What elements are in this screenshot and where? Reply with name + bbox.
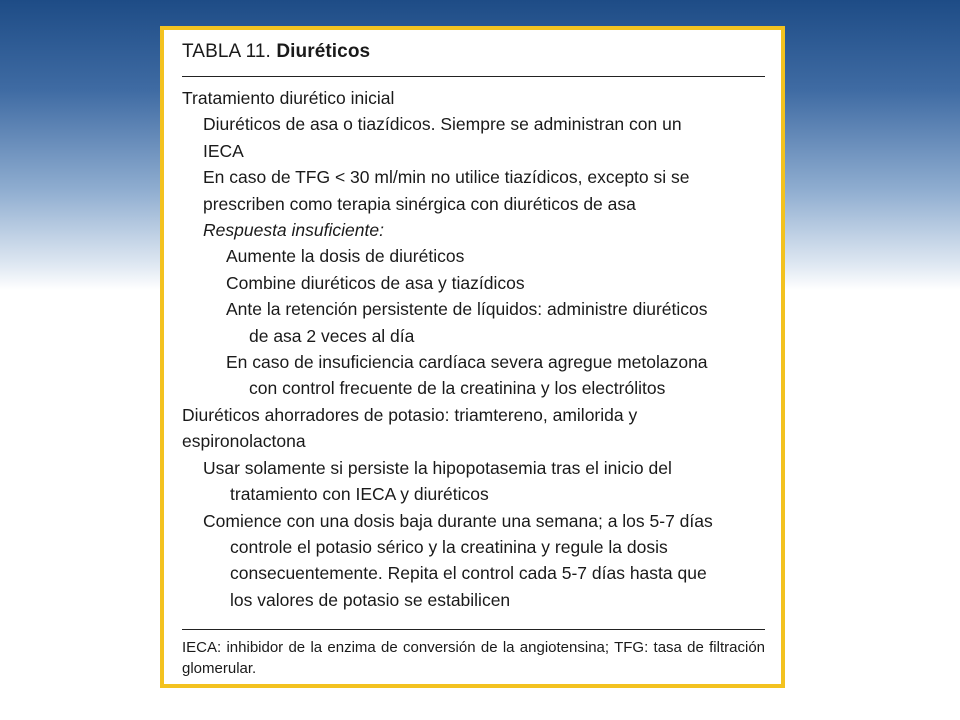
- list-item: Aumente la dosis de diuréticos: [226, 246, 465, 267]
- list-item-continuation: de asa 2 veces al día: [249, 325, 415, 346]
- list-item: Usar solamente si persiste la hipopotasemia tras el inicio del: [203, 457, 672, 478]
- top-rule: [182, 76, 765, 77]
- section-heading-initial: Tratamiento diurético inicial: [182, 88, 395, 108]
- table-heading: Diuréticos: [276, 41, 371, 62]
- list-item: Diuréticos de asa o tiazídicos. Siempre se administran con un: [203, 114, 682, 135]
- list-item: En caso de TFG < 30 ml/min no utilice tiazídicos, excepto si se: [203, 167, 690, 188]
- list-item: En caso de insuficiencia cardíaca severa agregue metolazona: [226, 352, 708, 373]
- list-item: Ante la retención persistente de líquidos: administre diuréticos: [226, 299, 708, 320]
- list-item-continuation: los valores de potasio se estabilicen: [230, 589, 511, 610]
- list-item-continuation: prescriben como terapia sinérgica con diuréticos de asa: [203, 193, 636, 214]
- subheading-insufficient-response: Respuesta insuficiente:: [203, 220, 384, 241]
- table-card: [160, 26, 785, 688]
- list-item-continuation: tratamiento con IECA y diuréticos: [230, 484, 489, 505]
- bottom-rule: [182, 629, 765, 630]
- list-item: Comience con una dosis baja durante una semana; a los 5-7 días: [203, 510, 713, 531]
- list-item-continuation: consecuentemente. Repita el control cada 5-7 días hasta que: [230, 563, 707, 584]
- table-title: [182, 39, 765, 65]
- table-body: [182, 85, 765, 613]
- list-item-continuation: controle el potasio sérico y la creatinina y regule la dosis: [230, 536, 668, 557]
- list-item-continuation: con control frecuente de la creatinina y los electrólitos: [249, 378, 666, 399]
- table-footnote: IECA: inhibidor de la enzima de conversión de la angiotensina; TFG: tasa de filtración glomerular.: [182, 639, 765, 678]
- section-heading-continuation: espironolactona: [182, 431, 306, 452]
- section-heading-potassium-sparing: Diuréticos ahorradores de potasio: triamtereno, amilorida y: [182, 404, 638, 425]
- table-number: TABLA 11.: [182, 41, 271, 62]
- list-item-continuation: IECA: [203, 140, 244, 161]
- list-item: Combine diuréticos de asa y tiazídicos: [226, 272, 525, 293]
